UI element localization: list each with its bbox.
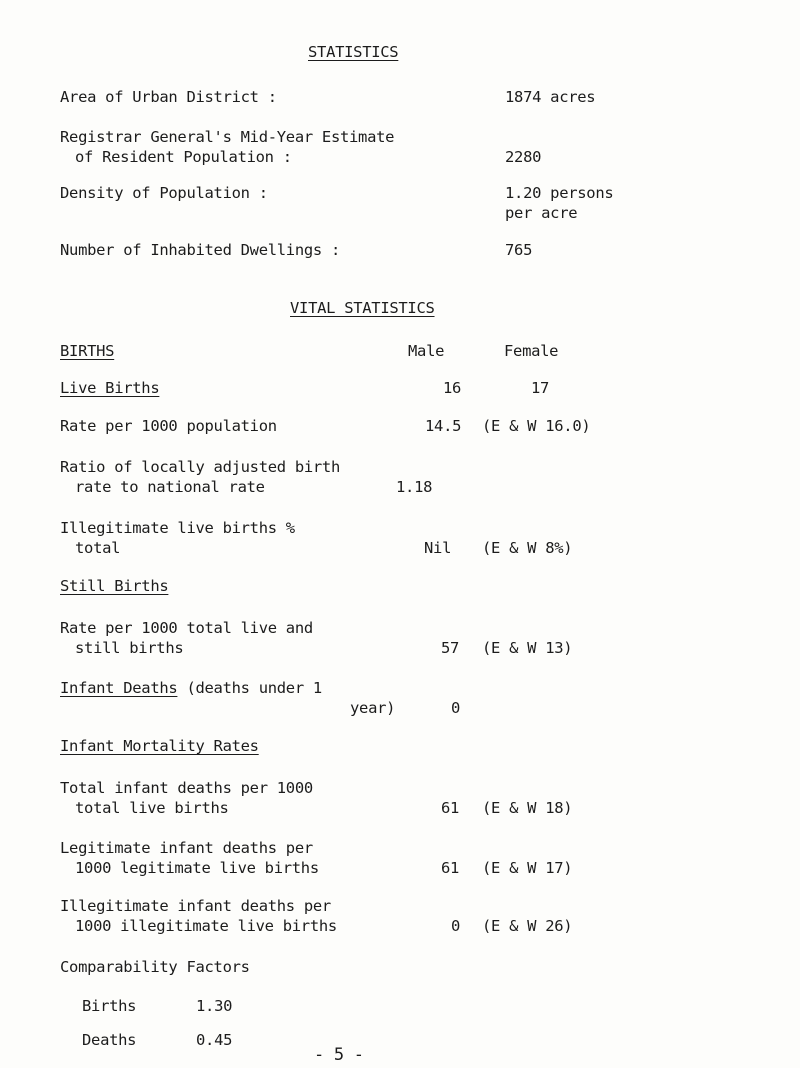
still-rate-label: Rate per 1000 total live and [60, 619, 313, 637]
rate-label: Rate per 1000 population [60, 417, 277, 435]
rate-compare: (E & W 16.0) [482, 417, 591, 435]
illegit-imr-label-cont: 1000 illegitimate live births [75, 917, 337, 935]
infant-deaths-value: 0 [451, 699, 461, 717]
area-value: 1874 acres [505, 88, 596, 106]
illegitimate-label-cont: total [75, 539, 121, 557]
illegit-imr-value: 0 [451, 917, 461, 935]
still-rate-value: 57 [441, 639, 460, 657]
comparability-heading: Comparability Factors [60, 958, 250, 976]
infant-deaths-heading: Infant Deaths [60, 679, 178, 697]
page-number: - 5 - [314, 1045, 364, 1065]
illegit-imr-compare: (E & W 26) [482, 917, 573, 935]
live-births-label: Live Births [60, 379, 160, 397]
infant-deaths-row [60, 678, 322, 698]
rate-value: 14.5 [425, 417, 462, 435]
total-imr-label-cont: total live births [75, 799, 229, 817]
vital-statistics-heading: VITAL STATISTICS [290, 299, 435, 317]
total-imr-label: Total infant deaths per 1000 [60, 779, 313, 797]
still-rate-compare: (E & W 13) [482, 639, 573, 657]
population-label-cont: of Resident Population : [75, 148, 292, 166]
illegit-imr-label: Illegitimate infant deaths per [60, 897, 331, 915]
births-factor-label: Births [82, 997, 137, 1015]
page-title: STATISTICS [308, 43, 399, 61]
dwellings-label: Number of Inhabited Dwellings : [60, 241, 340, 259]
population-label: Registrar General's Mid-Year Estimate [60, 128, 395, 146]
still-births-heading: Still Births [60, 577, 169, 595]
still-rate-label-cont: still births [75, 639, 184, 657]
births-heading: BIRTHS [60, 342, 115, 360]
deaths-factor-value: 0.45 [196, 1031, 233, 1049]
live-births-female: 17 [531, 379, 550, 397]
legit-imr-label-cont: 1000 legitimate live births [75, 859, 319, 877]
deaths-factor-label: Deaths [82, 1031, 137, 1049]
population-value: 2280 [505, 148, 542, 166]
illegitimate-value: Nil [424, 539, 452, 557]
infant-deaths-label-cont: year) [350, 699, 396, 717]
dwellings-value: 765 [505, 241, 533, 259]
density-value: 1.20 persons [505, 184, 614, 202]
ratio-label: Ratio of locally adjusted birth [60, 458, 340, 476]
density-value-cont: per acre [505, 204, 578, 222]
illegitimate-compare: (E & W 8%) [482, 539, 573, 557]
density-label: Density of Population : [60, 184, 268, 202]
illegitimate-label: Illegitimate live births % [60, 519, 295, 537]
female-header: Female [504, 342, 559, 360]
male-header: Male [408, 342, 445, 360]
total-imr-value: 61 [441, 799, 460, 817]
ratio-value: 1.18 [396, 478, 433, 496]
live-births-male: 16 [443, 379, 462, 397]
legit-imr-compare: (E & W 17) [482, 859, 573, 877]
infant-deaths-label: (deaths under 1 [177, 679, 322, 697]
legit-imr-label: Legitimate infant deaths per [60, 839, 313, 857]
ratio-label-cont: rate to national rate [75, 478, 265, 496]
total-imr-compare: (E & W 18) [482, 799, 573, 817]
legit-imr-value: 61 [441, 859, 460, 877]
births-factor-value: 1.30 [196, 997, 233, 1015]
area-label: Area of Urban District : [60, 88, 277, 106]
mortality-heading: Infant Mortality Rates [60, 737, 259, 755]
